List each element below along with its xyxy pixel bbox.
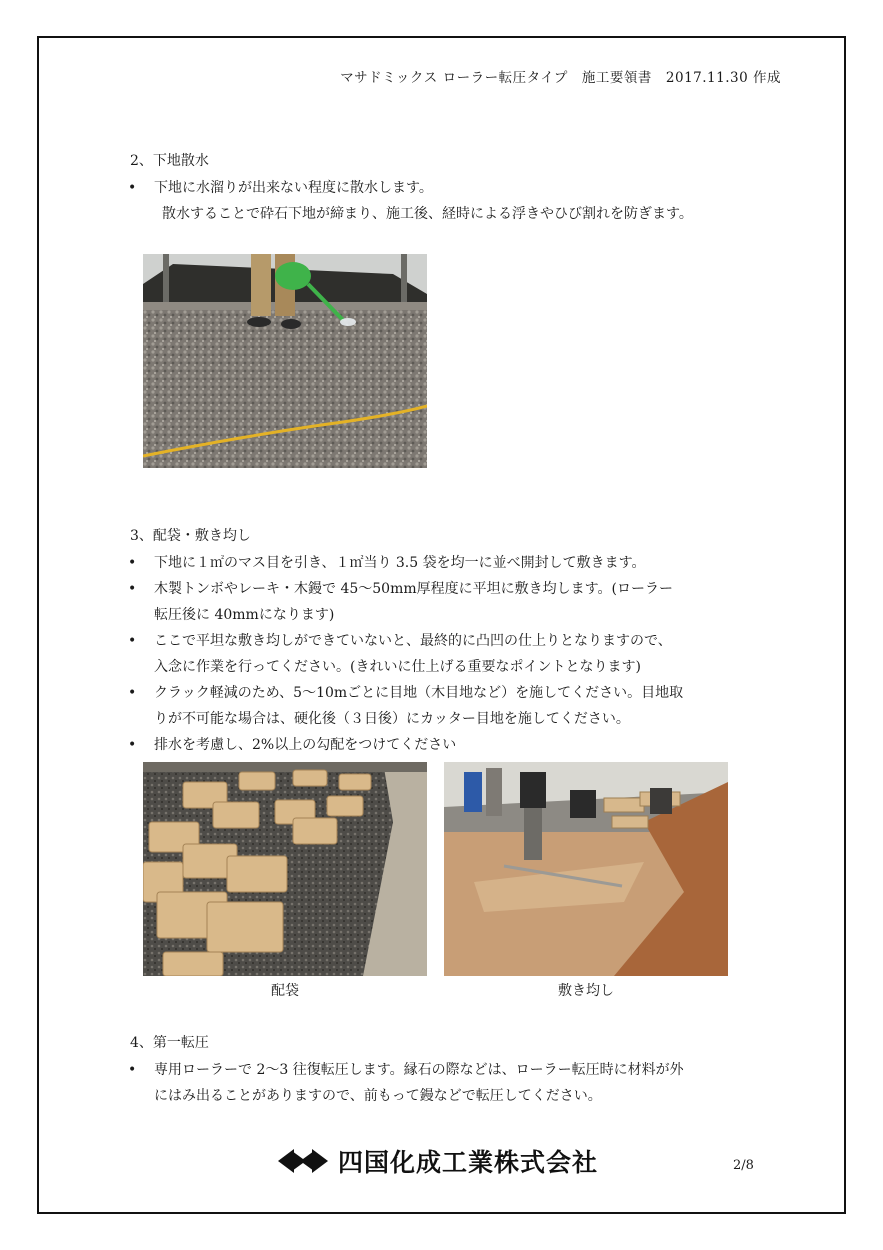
section-2-line-2: 散水することで砕石下地が締まり、施工後、経時による浮きやひび割れを防ぎます。	[162, 206, 693, 222]
document-header: マサドミックス ローラー転圧タイプ 施工要領書 2017.11.30 作成	[340, 70, 781, 86]
section-2-line-1: • 下地に水溜りが出来ない程度に散水します。	[126, 175, 766, 201]
section-3-bullet-2: • 木製トンボやレーキ・木鏝で 45～50mm厚程度に平坦に敷き均します。(ローラー	[126, 576, 766, 602]
photo-bags-placed	[143, 762, 427, 976]
photo-spreading	[444, 762, 728, 976]
section-4-line-2: にはみ出ることがありますので、前もって鏝などで転圧してください。	[154, 1088, 602, 1104]
section-3-bullet-5: • 排水を考慮し、2%以上の勾配をつけてください	[126, 732, 766, 758]
section-2-list	[126, 175, 766, 227]
section-3-bullet-1: • 下地に１㎡のマス目を引き、１㎡当り 3.5 袋を均一に並べ開封して敷きます。	[126, 550, 766, 576]
company-mark-icon	[278, 1146, 328, 1176]
section-3-bullet-4: • クラック軽減のため、5～10mごとに目地（木目地など）を施してください。目地取	[126, 680, 766, 706]
section-3-bullet-3-cont: 入念に作業を行ってください。(きれいに仕上げる重要なポイントとなります)	[154, 659, 641, 675]
company-name: 四国化成工業株式会社	[338, 1148, 599, 1177]
caption-bags: 配袋	[271, 983, 299, 999]
caption-spreading: 敷き均し	[558, 983, 614, 999]
section-3-list	[126, 550, 766, 758]
section-3-bullet-2-cont: 転圧後に 40mmになります)	[154, 607, 335, 623]
section-3-bullet-4-cont: りが不可能な場合は、硬化後（３日後）にカッター目地を施してください。	[154, 711, 630, 727]
company-logo	[278, 1143, 598, 1179]
section-title-3: 3、配袋・敷き均し	[130, 528, 251, 544]
page-number: 2/8	[733, 1158, 754, 1173]
section-title-2: 2、下地散水	[130, 153, 209, 169]
section-4-list	[126, 1057, 766, 1109]
photo-watering-base	[143, 254, 427, 468]
section-3-bullet-3: • ここで平坦な敷き均しができていないと、最終的に凸凹の仕上りとなりますので、	[126, 628, 766, 654]
section-4-line-1: • 専用ローラーで 2～3 往復転圧します。縁石の際などは、ローラー転圧時に材料が外	[126, 1057, 766, 1083]
section-title-4: 4、第一転圧	[130, 1035, 209, 1051]
